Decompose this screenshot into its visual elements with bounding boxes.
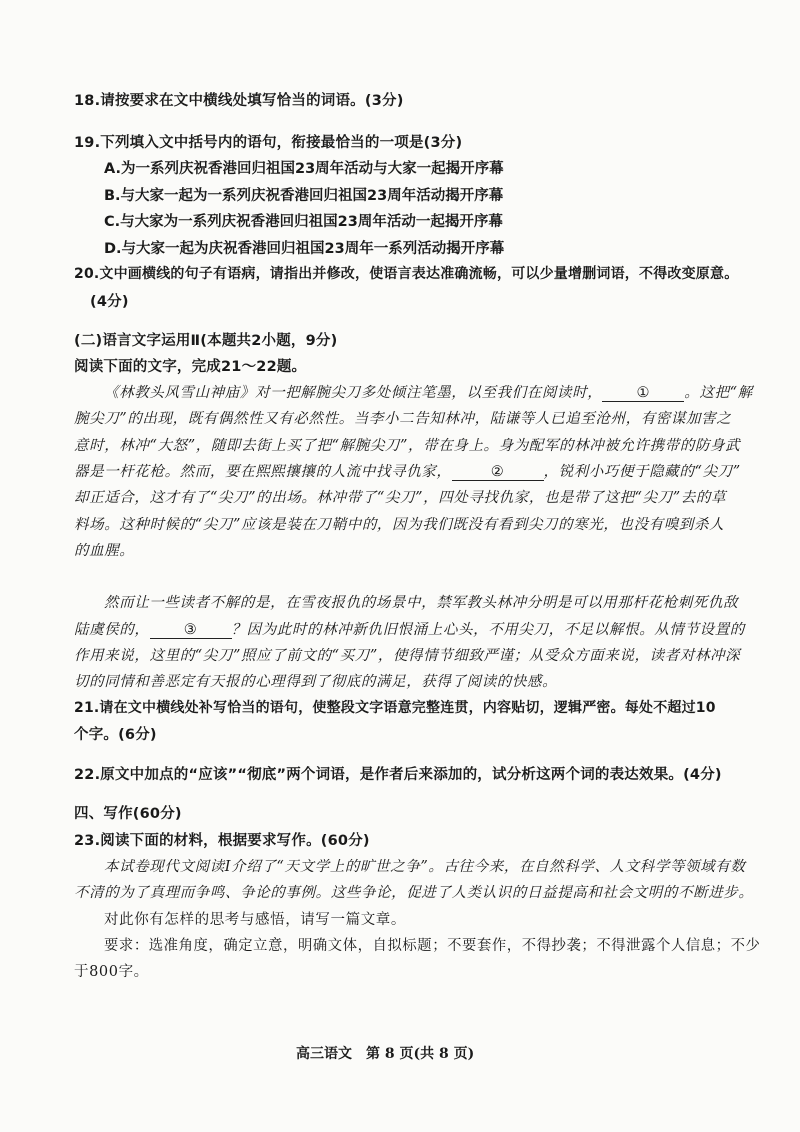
question-20-line1: 20.文中画横线的句子有语病，请指出并修改，使语言表达准确流畅，可以少量增删词语，不得改变原意。 <box>74 266 739 282</box>
section-2-title: (二)语言文字运用Ⅱ(本题共2小题，9分) <box>74 333 338 349</box>
passage-p1-line2: 腕尖刀”的出现，既有偶然性又有必然性。当李小二告知林冲，陆谦等人已追至沧州，有密谋加害之 <box>74 411 732 427</box>
question-18: 18.请按要求在文中横线处填写恰当的词语。(3分) <box>74 93 404 109</box>
question-19-stem: 19.下列填入文中括号内的语句，衔接最恰当的一项是(3分) <box>74 135 463 151</box>
writing-prompt: 对此你有怎样的思考与感悟，请写一篇文章。 <box>104 912 406 928</box>
requirements-line1: 要求：选准角度，确定立意，明确文体，自拟标题；不要套作，不得抄袭；不得泄露个人信息；不少 <box>104 938 761 954</box>
passage-text: ，锐利小巧便于隐藏的“尖刀” <box>543 464 741 480</box>
passage-text: 器是一杆花枪。然而，要在熙熙攘攘的人流中找寻仇家， <box>74 464 452 480</box>
requirements-line2: 于800字。 <box>74 964 149 980</box>
passage-p2-line2 <box>74 618 745 639</box>
question-20-line2: (4分) <box>90 294 129 310</box>
blank-3: ③ <box>150 622 232 639</box>
passage-text: 。这把“解 <box>684 385 753 401</box>
material-line2: 不清的为了真理而争鸣、争论的事例。这些争论，促进了人类认识的日益提高和社会文明的不断进步。 <box>74 885 754 901</box>
passage-p1-line1 <box>104 381 753 402</box>
passage-p1-line3: 意时，林冲“大怒”，随即去街上买了把“解腕尖刀”，带在身上。身为配军的林冲被允许携带的防身武 <box>74 438 741 454</box>
blank-1: ① <box>602 385 684 402</box>
option-d: D.与大家一起为庆祝香港回归祖国23周年一系列活动揭开序幕 <box>104 241 505 257</box>
passage-text: 陆虞侯的， <box>74 622 150 638</box>
question-21-line2: 个字。(6分) <box>74 727 157 743</box>
material-line1: 本试卷现代文阅读Ⅰ介绍了“天文学上的旷世之争”。古往今来，在自然科学、人文科学等领域有数 <box>104 859 746 875</box>
option-b: B.与大家一起为一系列庆祝香港回归祖国23周年活动揭开序幕 <box>104 188 504 204</box>
passage-p1-line5: 却正适合，这才有了“尖刀”的出场。林冲带了“尖刀”，四处寻找仇家，也是带了这把“尖刀”去的草 <box>74 490 727 506</box>
passage-p1-line7: 的血腥。 <box>74 543 135 559</box>
passage-p1-line4 <box>74 460 741 481</box>
passage-p2-line4: 切的同情和善恶定有天报的心理得到了彻底的满足，获得了阅读的快感。 <box>74 674 558 690</box>
section-2-intro: 阅读下面的文字，完成21～22题。 <box>74 359 307 375</box>
question-23-stem: 23.阅读下面的材料，根据要求写作。(60分) <box>74 833 370 849</box>
option-a: A.为一系列庆祝香港回归祖国23周年活动与大家一起揭开序幕 <box>104 161 504 177</box>
question-21-line1: 21.请在文中横线处补写恰当的语句，使整段文字语意完整连贯，内容贴切，逻辑严密。每处不超过10 <box>74 700 716 716</box>
question-22: 22.原文中加点的“应该”“彻底”两个词语，是作者后来添加的，试分析这两个词的表达效果。(4分) <box>74 767 722 783</box>
passage-p1-line6: 料场。这种时候的“尖刀”应该是装在刀鞘中的，因为我们既没有看到尖刀的寒光，也没有嗅到杀人 <box>74 517 725 533</box>
page-footer: 高三语文 第 8 页(共 8 页) <box>296 1046 475 1062</box>
passage-text: 《林教头风雪山神庙》对一把解腕尖刀多处倾注笔墨，以至我们在阅读时， <box>104 385 603 401</box>
passage-p2-line1: 然而让一些读者不解的是，在雪夜报仇的场景中，禁军教头林冲分明是可以用那杆花枪刺死仇敌 <box>104 595 739 611</box>
section-4-title: 四、写作(60分) <box>74 806 182 822</box>
blank-2: ② <box>452 464 544 481</box>
passage-text: ？因为此时的林冲新仇旧恨涌上心头，不用尖刀，不足以解恨。从情节设置的 <box>231 622 745 638</box>
option-c: C.与大家为一系列庆祝香港回归祖国23周年活动一起揭开序幕 <box>104 214 503 230</box>
passage-p2-line3: 作用来说，这里的“尖刀”照应了前文的“买刀”，使得情节细致严谨；从受众方面来说，读者对林冲深 <box>74 648 741 664</box>
